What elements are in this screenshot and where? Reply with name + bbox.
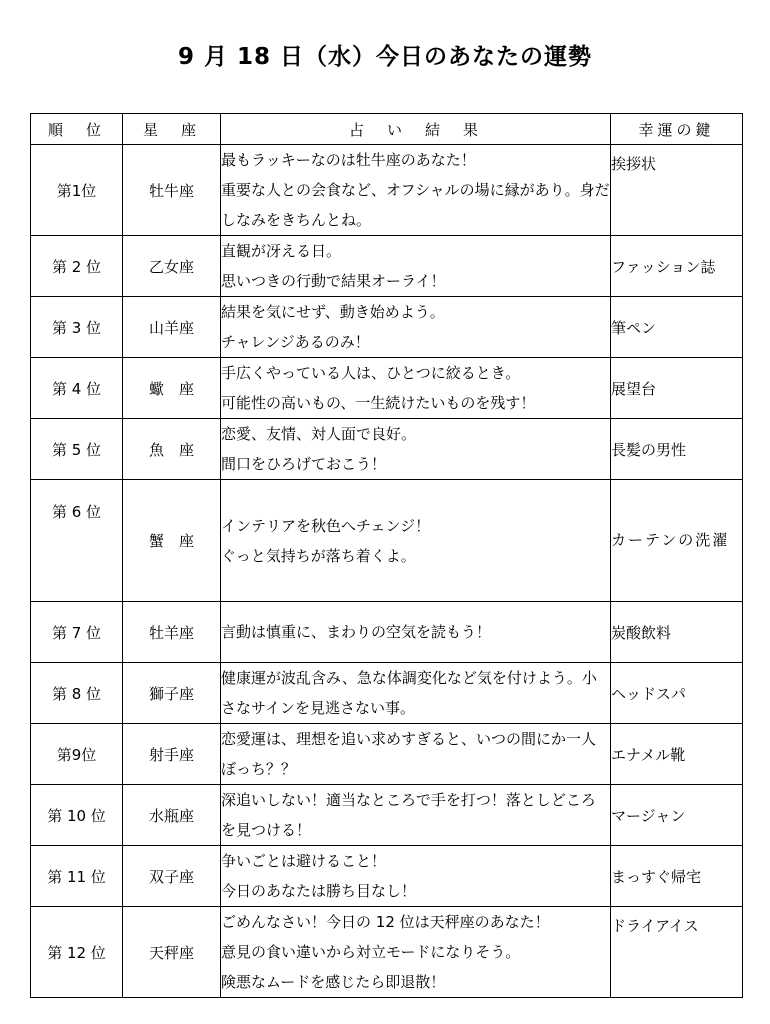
fortune-line: 間口をひろげておこう！ <box>221 455 387 473</box>
fortune-line: チャレンジあるのみ！ <box>221 333 370 351</box>
rank-cell: 第 5 位 <box>31 419 123 480</box>
fortune-line: 争いごとは避けること！ <box>221 852 387 870</box>
fortune-line: 思いつきの行動で結果オーライ！ <box>221 272 446 290</box>
zodiac-sign-cell: 蟹 座 <box>123 480 221 602</box>
table-row <box>31 236 743 297</box>
lucky-key-cell: エナメル靴 <box>611 724 743 785</box>
header-lucky-key: 幸運の鍵 <box>611 114 743 145</box>
lucky-key-cell: ヘッドスパ <box>611 663 743 724</box>
header-result: 占 い 結 果 <box>221 114 611 145</box>
fortune-result-cell <box>221 297 611 358</box>
fortune-line: 可能性の高いもの、一生続けたいものを残す！ <box>221 394 536 412</box>
zodiac-sign-cell: 山羊座 <box>123 297 221 358</box>
fortune-result-cell <box>221 236 611 297</box>
zodiac-sign-cell: 蠍 座 <box>123 358 221 419</box>
rank-cell: 第9位 <box>31 724 123 785</box>
rank-cell: 第 10 位 <box>31 785 123 846</box>
zodiac-sign-cell: 水瓶座 <box>123 785 221 846</box>
lucky-key-cell: 長髪の男性 <box>611 419 743 480</box>
fortune-result-cell: 恋愛運は、理想を追い求めすぎると、いつの間にか一人ぼっち？？ <box>221 724 611 785</box>
rank-cell: 第 2 位 <box>31 236 123 297</box>
fortune-result-cell <box>221 846 611 907</box>
fortune-line: 恋愛、友情、対人面で良好。 <box>221 425 417 443</box>
table-row <box>31 419 743 480</box>
zodiac-sign-cell: 牡牛座 <box>123 145 221 236</box>
lucky-key-cell: ドライアイス <box>611 907 743 998</box>
fortune-result-cell <box>221 358 611 419</box>
zodiac-sign-cell: 射手座 <box>123 724 221 785</box>
table-row <box>31 358 743 419</box>
lucky-key-cell: カーテンの洗濯 <box>611 480 743 602</box>
rank-cell: 第 12 位 <box>31 907 123 998</box>
fortune-line: ぐっと気持ちが落ち着くよ。 <box>221 546 416 565</box>
lucky-key-cell: 挨拶状 <box>611 145 743 236</box>
table-row <box>31 663 743 724</box>
rank-cell: 第 8 位 <box>31 663 123 724</box>
table-row <box>31 724 743 785</box>
rank-cell: 第 7 位 <box>31 602 123 663</box>
fortune-line: インテリアを秋色へチェンジ！ <box>221 516 431 535</box>
lucky-key-cell: マージャン <box>611 785 743 846</box>
header-sign: 星 座 <box>123 114 221 145</box>
fortune-line: 重要な人との会食など、オフシャルの場に縁があり。身だしなみをきちんとね。 <box>221 181 610 229</box>
fortune-line: 手広くやっている人は、ひとつに絞るとき。 <box>221 364 521 382</box>
fortune-line: 今日のあなたは勝ち目なし！ <box>221 882 417 900</box>
rank-cell: 第 4 位 <box>31 358 123 419</box>
zodiac-sign-cell: 魚 座 <box>123 419 221 480</box>
zodiac-sign-cell: 乙女座 <box>123 236 221 297</box>
lucky-key-cell: 展望台 <box>611 358 743 419</box>
zodiac-sign-cell: 牡羊座 <box>123 602 221 663</box>
rank-cell: 第 11 位 <box>31 846 123 907</box>
zodiac-sign-cell: 双子座 <box>123 846 221 907</box>
table-row <box>31 480 743 602</box>
header-rank: 順 位 <box>31 114 123 145</box>
fortune-line: 結果を気にせず、動き始めよう。 <box>221 303 445 321</box>
lucky-key-cell: まっすぐ帰宅 <box>611 846 743 907</box>
page-title: 9 月 18 日（水）今日のあなたの運勢 <box>177 44 593 70</box>
zodiac-sign-cell: 獅子座 <box>123 663 221 724</box>
fortune-result-cell <box>221 907 611 998</box>
lucky-key-cell: 炭酸飲料 <box>611 602 743 663</box>
fortune-result-cell: 深追いしない！適当なところで手を打つ！落としどころを見つける！ <box>221 785 611 846</box>
rank-cell: 第 6 位 <box>31 480 123 602</box>
fortune-line: ごめんなさい！今日の 12 位は天秤座のあなた！ <box>221 913 550 931</box>
header-row <box>31 114 743 145</box>
fortune-result-cell <box>221 419 611 480</box>
fortune-line: 険悪なムードを感じたら即退散！ <box>221 973 446 991</box>
zodiac-sign-cell: 天秤座 <box>123 907 221 998</box>
table-row <box>31 602 743 663</box>
table-row <box>31 846 743 907</box>
table-row <box>31 907 743 998</box>
table-row <box>31 785 743 846</box>
lucky-key-cell: 筆ペン <box>611 297 743 358</box>
table-row <box>31 297 743 358</box>
fortune-line: 言動は慎重に、まわりの空気を読もう！ <box>221 623 492 641</box>
fortune-result-cell <box>221 145 611 236</box>
fortune-result-cell: 健康運が波乱含み、急な体調変化など気を付けよう。小さなサインを見逃さない事。 <box>221 663 611 724</box>
rank-cell: 第1位 <box>31 145 123 236</box>
rank-cell: 第 3 位 <box>31 297 123 358</box>
fortune-table <box>30 113 743 998</box>
table-row <box>31 145 743 236</box>
fortune-result-cell <box>221 480 611 602</box>
fortune-line: 意見の食い違いから対立モードになりそう。 <box>221 943 521 961</box>
fortune-result-cell <box>221 602 611 663</box>
fortune-line: 直観が冴える日。 <box>221 242 342 260</box>
lucky-key-cell: ファッション誌 <box>611 236 743 297</box>
fortune-line: 最もラッキーなのは牡牛座のあなた！ <box>221 151 476 169</box>
